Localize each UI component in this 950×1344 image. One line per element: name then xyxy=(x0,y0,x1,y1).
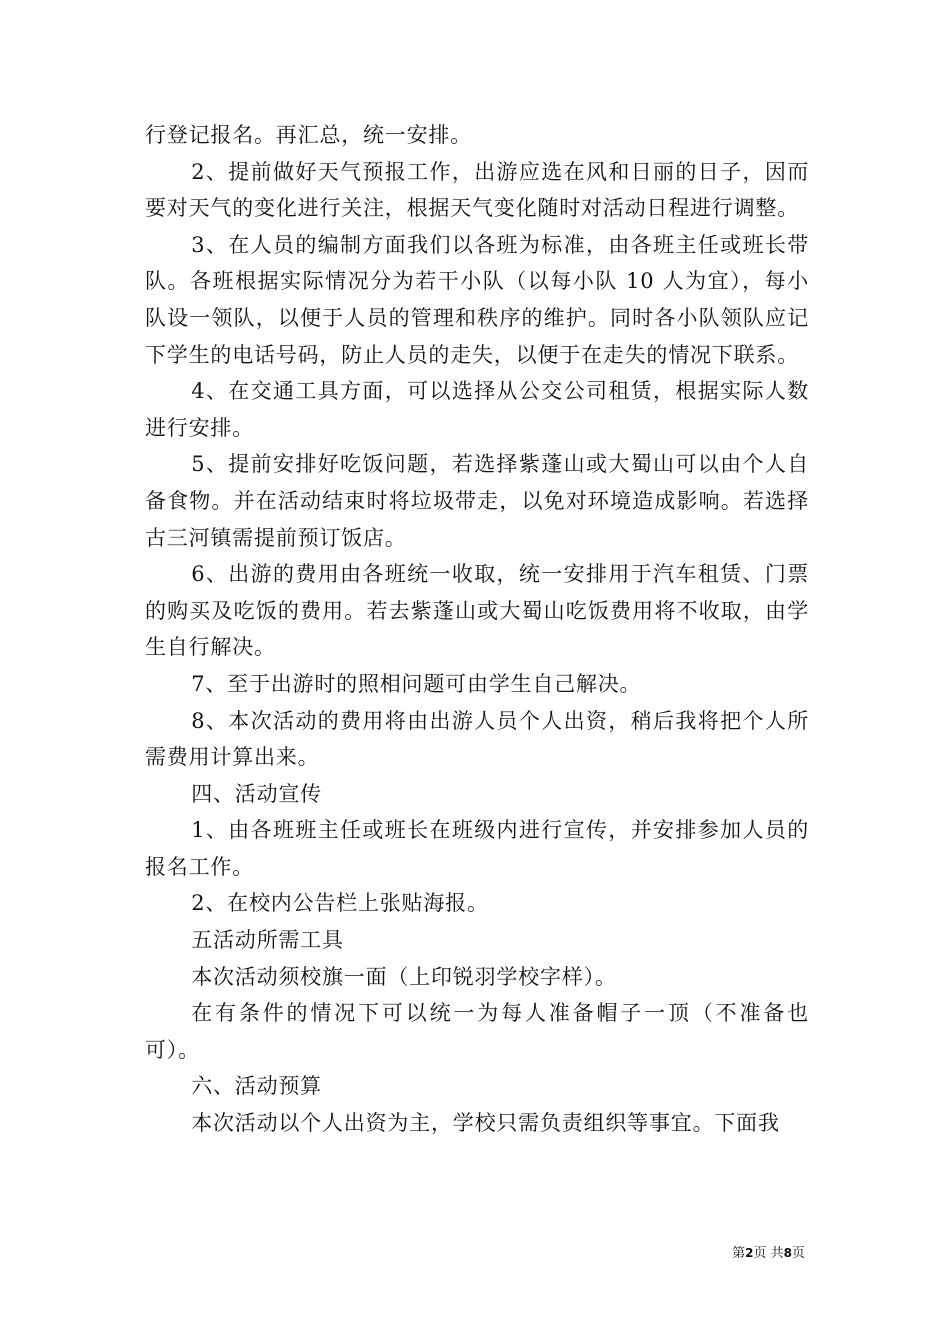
section-heading: 五活动所需工具 xyxy=(191,928,344,953)
document-body xyxy=(145,117,809,1142)
section-heading: 四、活动宣传 xyxy=(191,781,322,806)
total-pages-number: 8 xyxy=(783,1246,792,1260)
section-heading: 六、活动预算 xyxy=(191,1074,322,1099)
page-number-footer xyxy=(732,1245,805,1262)
paragraph: 5、提前安排好吃饭问题，若选择紫蓬山或大蜀山可以由个人自备食物。并在活动结束时将垃圾带走，以免对环境造成影响。若选择古三河镇需提前预订饭店。 xyxy=(145,452,809,550)
paragraph: 本次活动以个人出资为主，学校只需负责组织等事宜。下面我 xyxy=(191,1111,780,1136)
footer-suffix: 页 xyxy=(791,1246,805,1261)
paragraph: 3、在人员的编制方面我们以各班为标准，由各班主任或班长带队。各班根据实际情况分为若干小队（以每小队 10 人为宜），每小队设一领队，以便于人员的管理和秩序的维护。同时各小队领队应记下学生的电话号码，防止人员的走失，以便于在走失的情况下联系。 xyxy=(145,232,809,367)
paragraph: 行登记报名。再汇总，统一安排。 xyxy=(145,123,472,147)
paragraph: 1、由各班班主任或班长在班级内进行宣传，并安排参加人员的报名工作。 xyxy=(145,818,809,879)
paragraph: 2、在校内公告栏上张贴海报。 xyxy=(191,891,489,916)
paragraph: 4、在交通工具方面，可以选择从公交公司租赁，根据实际人数进行安排。 xyxy=(145,379,809,440)
paragraph: 7、至于出游时的照相问题可由学生自己解决。 xyxy=(191,671,642,696)
paragraph: 2、提前做好天气预报工作，出游应选在风和日丽的日子，因而要对天气的变化进行关注，根据天气变化随时对活动日程进行调整。 xyxy=(145,159,809,221)
footer-mid: 页 共 xyxy=(753,1246,784,1261)
paragraph: 8、本次活动的费用将由出游人员个人出资，稍后我将把个人所需费用计算出来。 xyxy=(145,708,809,770)
paragraph: 本次活动须校旗一面（上印锐羽学校字样）。 xyxy=(191,964,617,989)
current-page-number: 2 xyxy=(745,1246,754,1260)
paragraph: 在有条件的情况下可以统一为每人准备帽子一顶（不准备也可）。 xyxy=(145,1001,809,1062)
paragraph: 6、出游的费用由各班统一收取，统一安排用于汽车租赁、门票的购买及吃饭的费用。若去紫蓬山或大蜀山吃饭费用将不收取，由学生自行解决。 xyxy=(145,562,809,660)
footer-prefix: 第 xyxy=(732,1246,746,1261)
